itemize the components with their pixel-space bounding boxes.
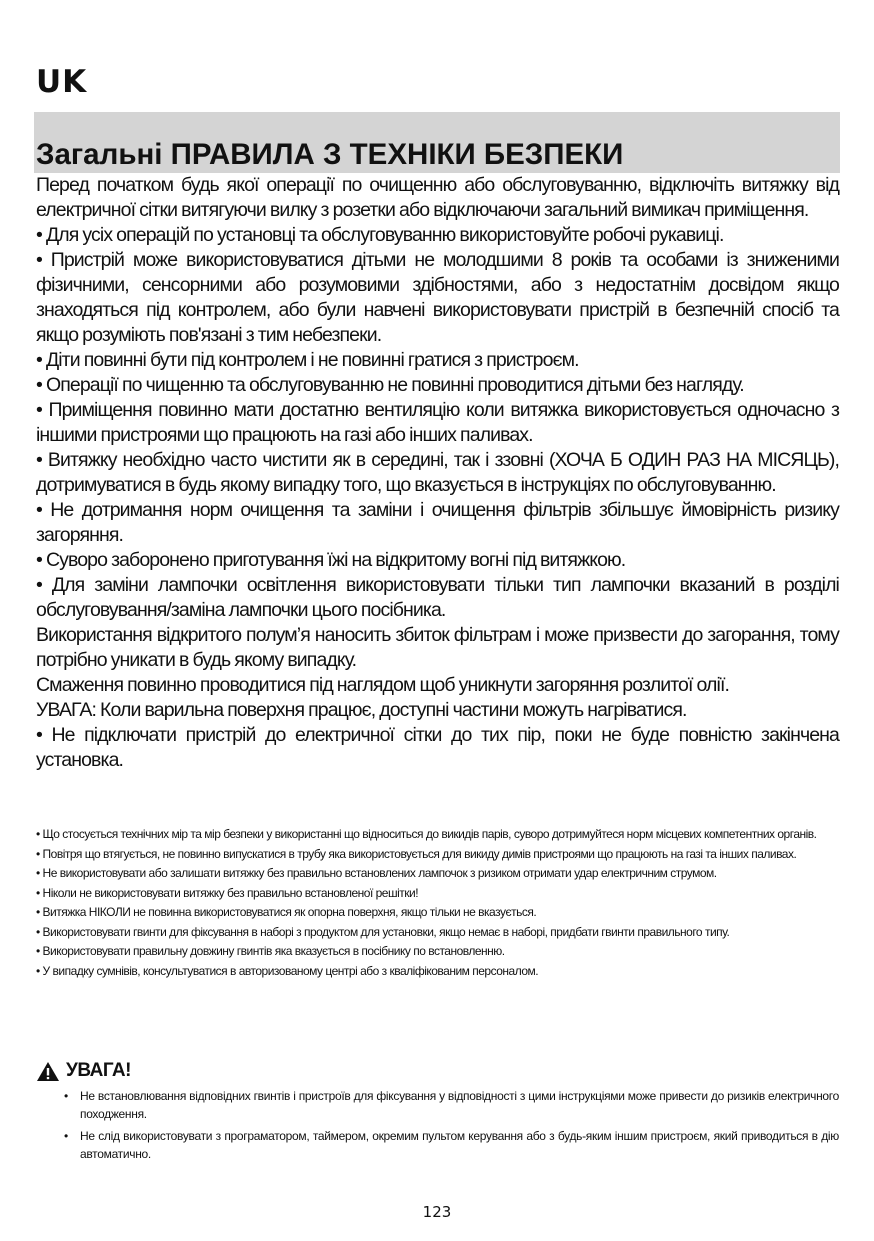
small-paragraph: • Витяжка НІКОЛИ не повинна використовуватися як опорна поверхня, якщо тільки не вказується.	[36, 905, 537, 919]
section-title: Загальні ПРАВИЛА З ТЕХНІКИ БЕЗПЕКИ	[36, 138, 624, 171]
paragraph: Перед початком будь якої операції по очищенню або обслуговуванню, відключіть витяжку від електричної сітки витягуючи вилку з розетки або відключаючи загальний вимикач приміщення.	[36, 174, 839, 221]
small-paragraph: • Повітря що втягується, не повинно випускатися в трубу яка використовується для викиду димів пристроями що працюють на газі та інших паливах.	[36, 846, 797, 861]
paragraph: • Не підключати пристрій до електричної сітки до тих пір, поки не буде повністю закінчена установка.	[36, 724, 839, 771]
warning-item-text: Не встановлювання відповідних гвинтів і пристроїв для фіксування у відповідності з цими інструкціями може привести до ризиків електричного походження.	[80, 1089, 839, 1121]
small-paragraph: • Використовувати гвинти для фіксування в наборі з продуктом для установки, якщо немає в наборі, придбати гвинти правильного типу.	[36, 924, 730, 939]
paragraph: • Приміщення повинно мати достатню вентиляцію коли витяжка використовується одночасно з іншими пристроями що працюють на газі або інших паливах.	[36, 399, 839, 446]
section-title-band	[34, 112, 840, 173]
paragraph: Використання відкритого полум’я наносить збиток фільтрам і може призвести до загорання, тому потрібно уникати в будь якому випадку.	[36, 624, 839, 671]
page-number: 123	[422, 1203, 452, 1221]
warning-label: УВАГА!	[66, 1060, 131, 1081]
bullet: •	[64, 1089, 68, 1103]
paragraph: • Для заміни лампочки освітлення використовувати тільки тип лампочки вказаний в розділі обслуговування/заміна лампочки цього посібника.	[36, 574, 839, 621]
warning-list	[64, 1087, 839, 1167]
warning-item	[64, 1087, 839, 1123]
paragraph: УВАГА: Коли варильна поверхня працює, доступні частини можуть нагріватися.	[36, 699, 687, 721]
warning-item-text: Не слід використовувати з програматором, таймером, окремим пультом керування або з будь-яким іншим пристроєм, який приводиться в дію автоматично.	[80, 1129, 839, 1161]
paragraph: • Витяжку необхідно часто чистити як в середині, так і ззовні (ХОЧА Б ОДИН РАЗ НА МІСЯЦЬ), дотримуватися в будь якому випадку того, що вказується в інструкціях по обслуговуванню.	[36, 449, 839, 496]
small-paragraph: • У випадку сумнівів, консультуватися в авторизованому центрі або з кваліфікованим персоналом.	[36, 963, 539, 978]
main-safety-text	[36, 173, 839, 773]
warning-triangle-icon	[36, 1061, 60, 1082]
paragraph: • Діти повинні бути під контролем і не повинні гратися з пристроєм.	[36, 349, 579, 371]
bullet: •	[64, 1129, 68, 1143]
warning-item	[64, 1127, 839, 1163]
paragraph: • Пристрій може використовуватися дітьми не молодшими 8 років та особами із зниженими фізичними, сенсорними або розумовими здібностями, або з недостатнім досвідом якщо знаходяться під контролем, або були навчені використовувати пристрій в безпечній спосіб та якщо розуміють пов'язані з тим небезпеки.	[36, 249, 839, 346]
paragraph: • Суворо заборонено приготування їжі на відкритому вогні під витяжкою.	[36, 549, 626, 571]
language-code: UK	[36, 64, 88, 100]
paragraph: Смаження повинно проводитися під наглядом щоб уникнути загоряння розлитої олії.	[36, 674, 729, 696]
small-paragraph: • Не використовувати або залишати витяжку без правильно встановлених лампочок з ризиком отримати удар електричним струмом.	[36, 866, 717, 880]
small-paragraph: • Використовувати правильну довжину гвинтів яка вказується в посібнику по встановленню.	[36, 944, 505, 958]
small-paragraph: • Що стосується технічних мір та мір безпеки у використанні що відноситься до викидів парів, суворо дотримуйтеся норм місцевих компетентних органів.	[36, 827, 817, 841]
small-safety-text	[36, 825, 839, 981]
paragraph: • Не дотримання норм очищення та заміни і очищення фільтрів збільшує ймовірність ризику загоряння.	[36, 499, 839, 546]
paragraph: • Для усіх операцій по установці та обслуговуванню використовуйте робочі рукавиці.	[36, 224, 724, 246]
warning-heading	[36, 1058, 131, 1084]
small-paragraph: • Ніколи не використовувати витяжку без правильно встановленої решітки!	[36, 885, 419, 900]
paragraph: • Операції по чищенню та обслуговуванню не повинні проводитися дітьми без нагляду.	[36, 374, 744, 396]
